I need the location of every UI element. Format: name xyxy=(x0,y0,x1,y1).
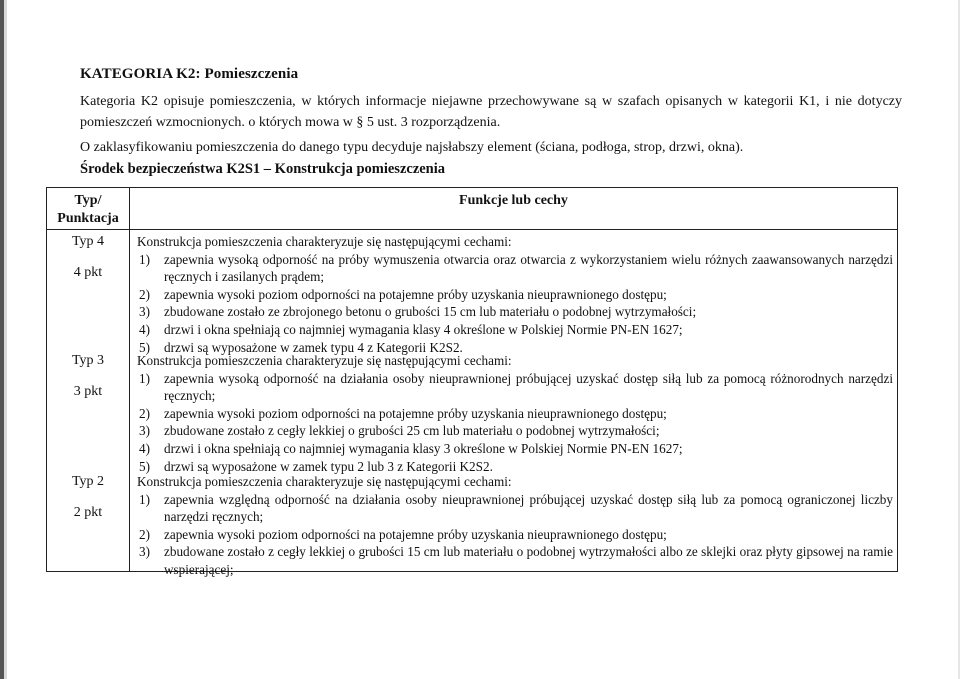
scan-left-edge-shadow xyxy=(4,0,7,679)
feature-number: 3) xyxy=(139,423,150,439)
row-features-cell xyxy=(137,233,893,356)
feature-text: zapewnia wysoki poziom odporności na potajemne próby uzyskania nieuprawnionego dostępu; xyxy=(164,286,667,302)
header-functions: Funkcje lub cechy xyxy=(459,193,568,208)
row-type-label: Typ 2 xyxy=(71,474,105,489)
header-type-points: Typ/ Punktacja xyxy=(57,193,119,226)
row-type-label: Typ 3 xyxy=(71,353,105,368)
feature-text: zbudowane zostało z cegły lekkiej o grubości 15 cm lub materiału o podobnej wytrzymałości albo ze sklejki oraz płyty gipsowej na ramie wspierającej; xyxy=(164,544,893,577)
intro-paragraph: Kategoria K2 opisuje pomieszczenia, w których informacje niejawne przechowywane są w szafach opisanych w kategorii K1, i nie dotyczy pomieszczeń wzmocnionych. o których mowa w § 5 ust. 3 rozporządzenia. xyxy=(80,94,902,130)
row-features-cell xyxy=(137,352,893,475)
feature-list xyxy=(137,370,893,476)
feature-list-item xyxy=(137,303,893,321)
feature-number: 4) xyxy=(139,321,150,337)
feature-text: zbudowane zostało ze zbrojonego betonu o grubości 15 cm lub materiału o podobnej wytrzymałości; xyxy=(164,304,697,320)
feature-text: zapewnia wysoką odporność na działania osoby nieuprawnionej próbującej uzyskać dostęp siłą lub za pomocą różnorodnych narzędzi ręcznych; xyxy=(164,370,893,404)
classification-note: O zaklasyfikowaniu pomieszczenia do danego typu decyduje najsłabszy element (ściana, podłoga, strop, drzwi, okna). xyxy=(80,140,744,155)
category-heading: KATEGORIA K2: Pomieszczenia xyxy=(80,66,299,82)
feature-list-item xyxy=(137,251,893,286)
feature-list-item xyxy=(137,491,893,526)
feature-number: 1) xyxy=(139,370,150,386)
feature-text: zapewnia wysoką odporność na próby wymuszenia otwarcia oraz otwarcia z wykorzystaniem wielu różnych zaawansowanych narzędzi ręcznych i zasilanych prądem; xyxy=(164,251,893,285)
feature-list-item xyxy=(137,405,893,423)
requirements-table xyxy=(46,187,898,577)
row-type-cell xyxy=(47,230,129,282)
feature-list xyxy=(137,491,893,579)
feature-number: 2) xyxy=(139,405,150,421)
feature-list-item xyxy=(137,422,893,440)
feature-text: zbudowane zostało z cegły lekkiej o grubości 25 cm lub materiału o podobnej wytrzymałości; xyxy=(164,423,660,439)
feature-text: drzwi są wyposażone w zamek typu 4 z Kategorii K2S2. xyxy=(164,339,463,355)
row-intro-text: Konstrukcja pomieszczenia charakteryzuje się następującymi cechami: xyxy=(137,353,512,368)
row-type-cell xyxy=(47,470,129,522)
security-measure-heading: Środek bezpieczeństwa K2S1 – Konstrukcja pomieszczenia xyxy=(80,161,446,177)
row-points-label: 4 pkt xyxy=(73,265,103,280)
row-points-label: 2 pkt xyxy=(73,505,103,520)
feature-number: 1) xyxy=(139,251,150,267)
feature-text: zapewnia wysoki poziom odporności na potajemne próby uzyskania nieuprawnionego dostępu; xyxy=(164,405,667,421)
feature-list-item xyxy=(137,543,893,578)
feature-list-item xyxy=(137,321,893,339)
feature-text: drzwi i okna spełniają co najmniej wymagania klasy 3 określone w Polskiej Normie PN-EN 1627; xyxy=(164,440,683,456)
feature-number: 5) xyxy=(139,458,150,474)
row-intro-text: Konstrukcja pomieszczenia charakteryzuje się następującymi cechami: xyxy=(137,474,512,489)
feature-text: zapewnia względną odporność na działania osoby nieuprawnionej próbującej uzyskać dostęp siłą lub za pomocą ograniczonej liczby narzędzi ręcznych; xyxy=(164,491,893,525)
feature-number: 1) xyxy=(139,491,150,507)
feature-number: 4) xyxy=(139,440,150,456)
table-row xyxy=(47,349,897,474)
feature-text: drzwi i okna spełniają co najmniej wymagania klasy 4 określone w Polskiej Normie PN-EN 1627; xyxy=(164,321,683,337)
feature-list-item xyxy=(137,286,893,304)
feature-text: zapewnia wysoki poziom odporności na potajemne próby uzyskania nieuprawnionego dostępu; xyxy=(164,526,667,542)
row-intro-text: Konstrukcja pomieszczenia charakteryzuje się następującymi cechami: xyxy=(137,234,512,249)
row-type-label: Typ 4 xyxy=(71,234,105,249)
feature-number: 2) xyxy=(139,526,150,542)
table-body xyxy=(47,230,897,577)
table-header-row xyxy=(47,188,897,230)
feature-list-item xyxy=(137,526,893,544)
feature-list-item xyxy=(137,370,893,405)
table-row xyxy=(47,230,897,355)
row-points-label: 3 pkt xyxy=(73,384,103,399)
feature-number: 5) xyxy=(139,339,150,355)
feature-text: drzwi są wyposażone w zamek typu 2 lub 3 z Kategorii K2S2. xyxy=(164,458,493,474)
feature-number: 3) xyxy=(139,544,150,560)
feature-list xyxy=(137,251,893,357)
table-row xyxy=(47,470,897,577)
feature-number: 2) xyxy=(139,286,150,302)
feature-list-item xyxy=(137,440,893,458)
feature-number: 3) xyxy=(139,304,150,320)
row-features-cell xyxy=(137,473,893,579)
row-type-cell xyxy=(47,349,129,401)
